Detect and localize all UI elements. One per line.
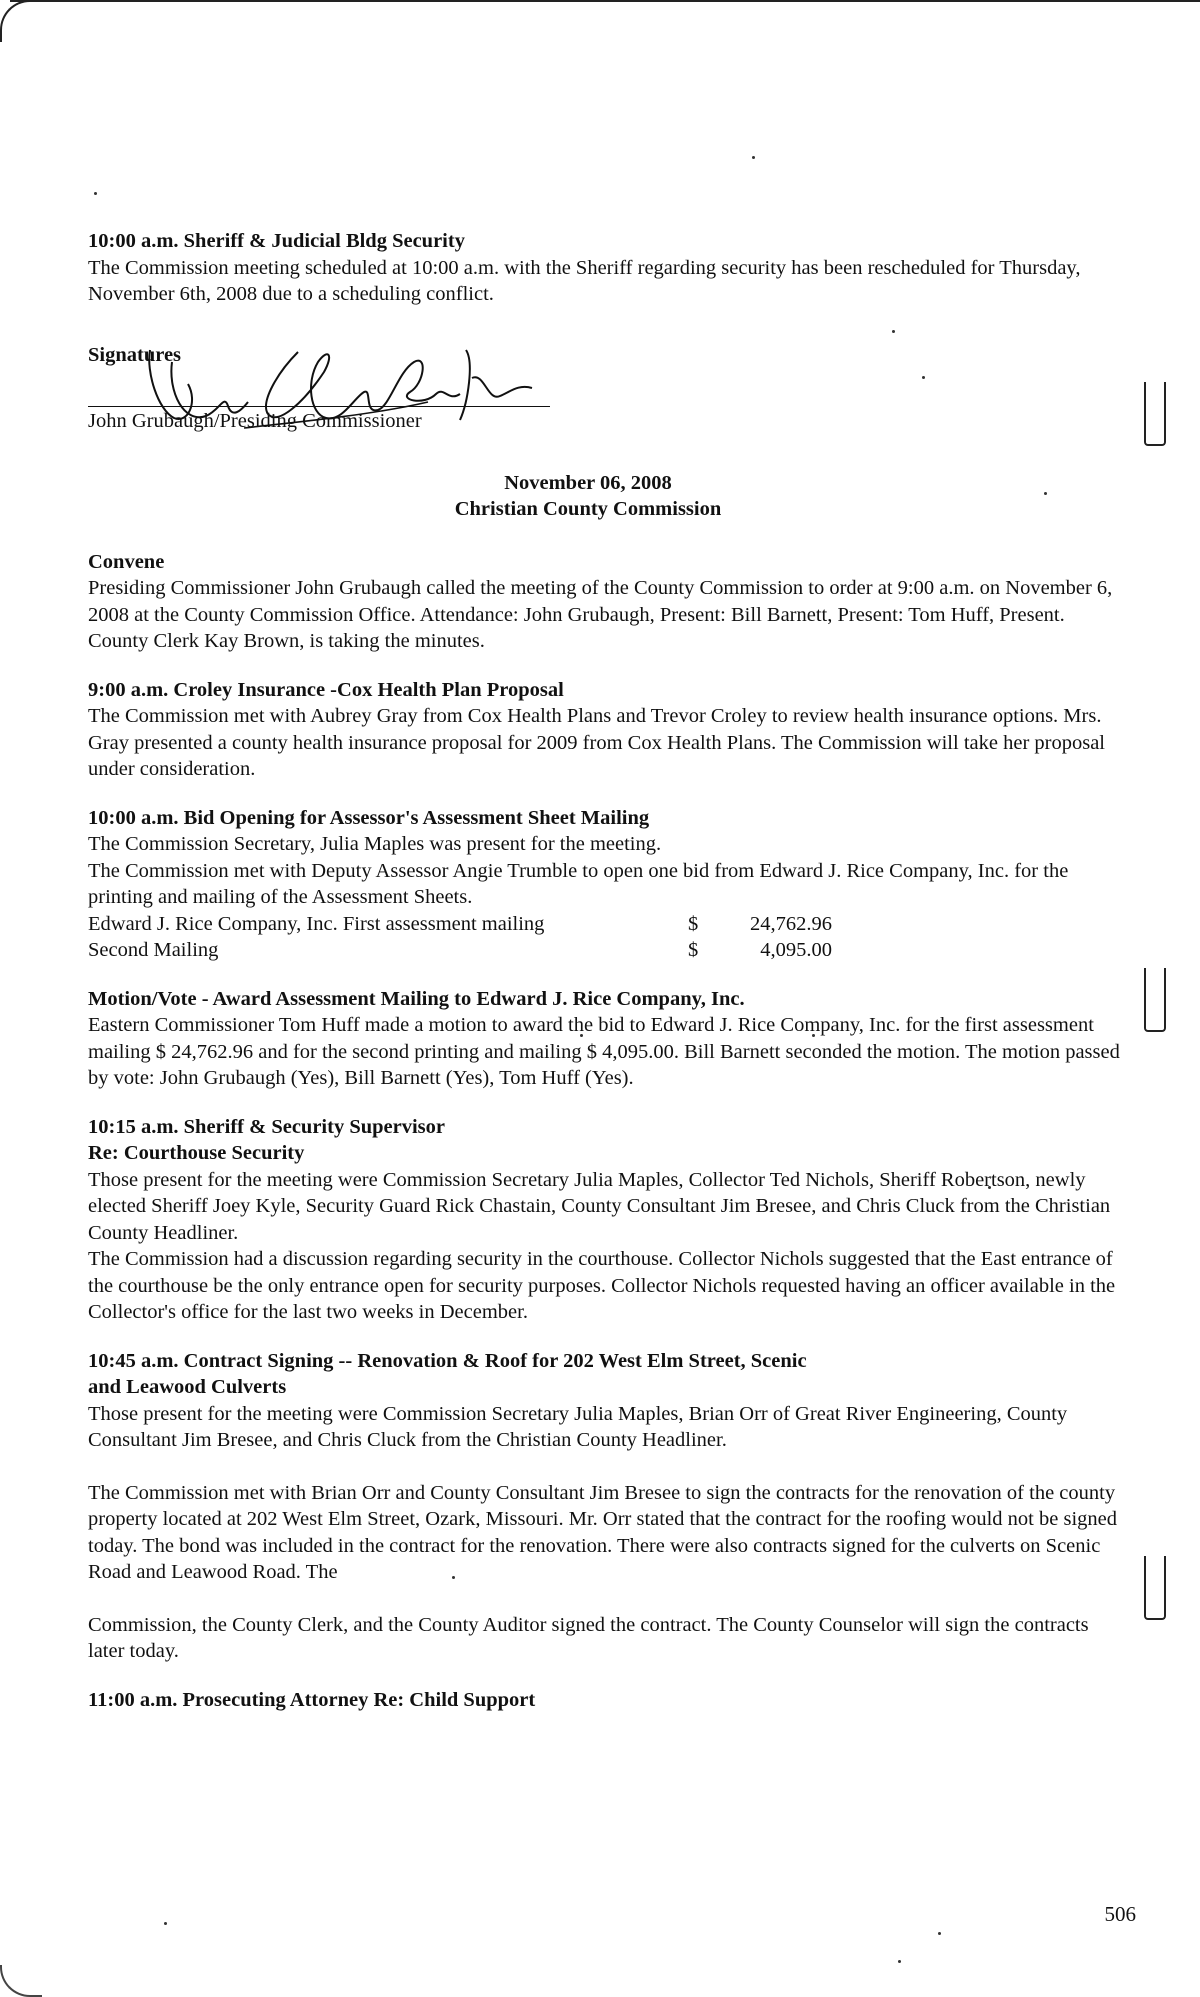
section-body: The Commission met with Deputy Assessor Angie Trumble to open one bid from Edward J. Rice Company, Inc. for the printing and mailing of the Assessment Sheets. (88, 859, 1069, 908)
bid-amount: 4,095.00 (760, 939, 832, 961)
section-convene (88, 549, 1128, 655)
page-corner-curl-bottom (0, 1965, 42, 1997)
bid-currency: $ (688, 912, 699, 935)
section-croley-insurance (88, 677, 1128, 783)
page-edge-top (10, 0, 1200, 2)
minutes-content (88, 228, 1128, 1713)
section-heading: 11:00 a.m. Prosecuting Attorney Re: Child Support (88, 1688, 536, 1711)
bid-table (88, 911, 832, 964)
section-heading: 10:45 a.m. Contract Signing -- Renovation & Roof for 202 West Elm Street, Scenic (88, 1349, 807, 1372)
section-heading: 9:00 a.m. Croley Insurance -Cox Health Plan Proposal (88, 678, 564, 701)
section-heading: 10:00 a.m. Bid Opening for Assessor's Assessment Sheet Mailing (88, 806, 650, 829)
bid-amount: 24,762.96 (750, 912, 832, 935)
scan-speck (938, 1932, 941, 1935)
section-subheading: Re: Courthouse Security (88, 1142, 305, 1164)
page-corner-curl (0, 0, 32, 42)
bid-currency: $ (688, 939, 699, 961)
section-bid-opening (88, 805, 1128, 964)
section-body: Commission, the County Clerk, and the County Auditor signed the contract. The County Counselor will sign the contracts later today. (88, 1613, 1089, 1662)
meeting-date: November 06, 2008 (504, 471, 672, 494)
scan-speck (752, 156, 755, 159)
meeting-title (88, 470, 1128, 523)
signatures-label: Signatures (88, 343, 182, 366)
margin-bracket-mark (1144, 968, 1166, 1032)
bid-item: Edward J. Rice Company, Inc. First assessment mailing (88, 912, 545, 935)
section-body: The Commission met with Brian Orr and County Consultant Jim Bresee to sign the contracts for the renovation of the county property located at 202 West Elm Street, Ozark, Missouri. Mr. Orr stated that the contract for the roofing would not be signed today. The bond was included in the contract for the renovation. There were also contracts signed for the culverts on Scenic Road and Leawood Road. The (88, 1481, 1117, 1583)
section-prosecuting-attorney (88, 1687, 1128, 1714)
scan-speck (94, 192, 97, 195)
section-heading: 10:15 a.m. Sheriff & Security Supervisor (88, 1115, 445, 1138)
signature-line (88, 406, 550, 407)
section-sheriff-security (88, 228, 1128, 308)
section-heading-continued: and Leawood Culverts (88, 1376, 287, 1398)
section-body: The Commission had a discussion regarding security in the courthouse. Collector Nichols suggested that the East entrance of the courthouse be the only entrance open for security purposes. Collector Nichols requested having an officer available in the Collector's office for the last two weeks in December. (88, 1248, 1116, 1323)
margin-bracket-mark (1144, 382, 1166, 446)
section-security-supervisor (88, 1114, 1128, 1326)
section-body: Those present for the meeting were Commission Secretary Julia Maples, Brian Orr of Great River Engineering, County Consultant Jim Bresee, and Chris Cluck from the Christian County Headliner. (88, 1402, 1068, 1451)
scan-speck (898, 1960, 901, 1963)
section-motion-vote (88, 986, 1128, 1092)
scan-speck (164, 1922, 167, 1925)
section-body: Those present for the meeting were Commission Secretary Julia Maples, Collector Ted Nichols, Sheriff Robertson, newly elected Sheriff Joey Kyle, Security Guard Rick Chastain, County Consultant Jim Bresee, and Chris Cluck from the Christian County Headliner. (88, 1168, 1111, 1244)
section-heading: Motion/Vote - Award Assessment Mailing to Edward J. Rice Company, Inc. (88, 987, 745, 1010)
section-heading: Convene (88, 550, 165, 573)
table-row (88, 911, 832, 938)
signature-block (88, 332, 1128, 452)
section-body: Eastern Commissioner Tom Huff made a motion to award the bid to Edward J. Rice Company, Inc. for the first assessment mailing $ 24,762.96 and for the second printing and mailing $ 4,095.00. Bill Barnett seconded the motion. The motion passed by vote: John Grubaugh (Yes), Bill Barnett (Yes), Tom Huff (Yes). (88, 1014, 1120, 1089)
table-row (88, 937, 832, 964)
margin-bracket-mark (1144, 1556, 1166, 1620)
section-heading: 10:00 a.m. Sheriff & Judicial Bldg Security (88, 230, 465, 252)
section-contract-signing (88, 1348, 1128, 1665)
section-body: The Commission meeting scheduled at 10:00 a.m. with the Sheriff regarding security has been rescheduled for Thursday, November 6th, 2008 due to a scheduling conflict. (88, 256, 1081, 305)
commission-name: Christian County Commission (454, 498, 722, 520)
section-body: Presiding Commissioner John Grubaugh called the meeting of the County Commission to order at 9:00 a.m. on November 6, 2008 at the County Commission Office. Attendance: John Grubaugh, Present: Bill Barnett, Present: Tom Huff, Present. County Clerk Kay Brown, is taking the minutes. (88, 577, 1113, 652)
signer-name: John Grubaugh/Presiding Commissioner (88, 409, 422, 432)
section-body: The Commission Secretary, Julia Maples was present for the meeting. (88, 833, 662, 855)
bid-item: Second Mailing (88, 939, 219, 961)
section-body: The Commission met with Aubrey Gray from Cox Health Plans and Trevor Croley to review health insurance options. Mrs. Gray presented a county health insurance proposal for 2009 from Cox Health Plans. The Commission will take her proposal under consideration. (88, 705, 1105, 780)
page-number: 506 (1104, 1902, 1136, 1926)
